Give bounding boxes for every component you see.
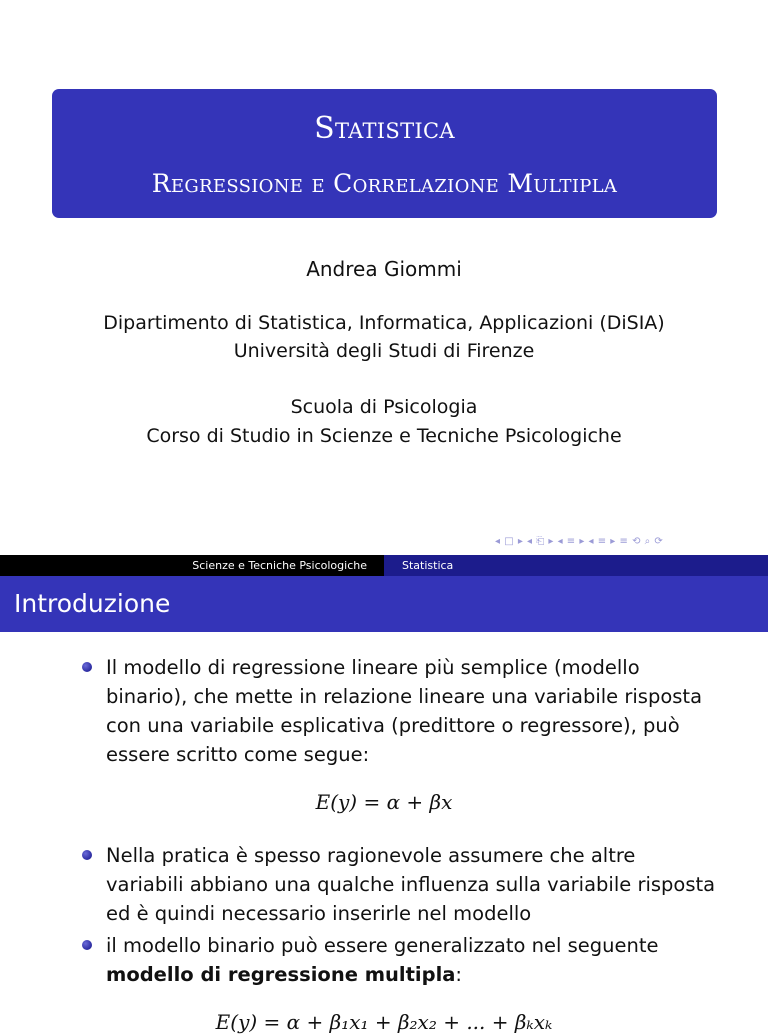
formula-simple-regression: E(y) = α + βx (315, 790, 453, 814)
bullet-3-bold-term: modello di regressione multipla (106, 963, 456, 986)
bullet-text-3 (106, 931, 666, 989)
title-box (52, 89, 717, 218)
headline-title: Statistica (384, 555, 768, 576)
presentation-subtitle: Regressione e Correlazione Multipla (151, 169, 618, 198)
beamer-navigation-icons[interactable]: ◂ □ ▸ ◂ ⎗ ▸ ◂ ≡ ▸ ◂ ≡ ▸ ≡ ⟲ ⌕ ⟳ (495, 536, 664, 547)
bullet-icon (82, 850, 92, 860)
headline-course: Scienze e Tecniche Psicologiche (192, 559, 367, 572)
bullet-text-1: Il modello di regressione lineare più semplice (modello binario), che mette in relazione lineare una variabile risposta con una variabile esplicativa (predittore o regressore), può essere scritto come segue: (106, 656, 703, 766)
slide-headline-bar (0, 555, 768, 576)
frame-title: Introduzione (0, 576, 768, 632)
bullet-icon (82, 940, 92, 950)
bullet-3-prefix: il modello binario può essere generalizzato nel seguente (106, 934, 659, 957)
formula-multiple-regression: E(y) = α + β₁x₁ + β₂x₂ + ... + βₖxₖ (215, 1010, 553, 1034)
bullet-3-suffix: : (455, 963, 462, 986)
content-slide (0, 555, 768, 1034)
school-name: Scuola di Psicologia (290, 396, 478, 418)
department-name: Dipartimento di Statistica, Informatica, Applicazioni (DiSIA) (103, 312, 665, 334)
university-name: Università degli Studi di Firenze (233, 340, 535, 362)
course-name: Corso di Studio in Scienze e Tecniche Psicologiche (146, 425, 622, 447)
bullet-text-2: Nella pratica è spesso ragionevole assumere che altre variabili abbiano una qualche influenza sulla variabile risposta ed è quindi necessario inserirle nel modello (106, 844, 716, 925)
author-name: Andrea Giommi (306, 257, 462, 281)
presentation-title: Statistica (314, 111, 455, 146)
bullet-icon (82, 662, 92, 672)
